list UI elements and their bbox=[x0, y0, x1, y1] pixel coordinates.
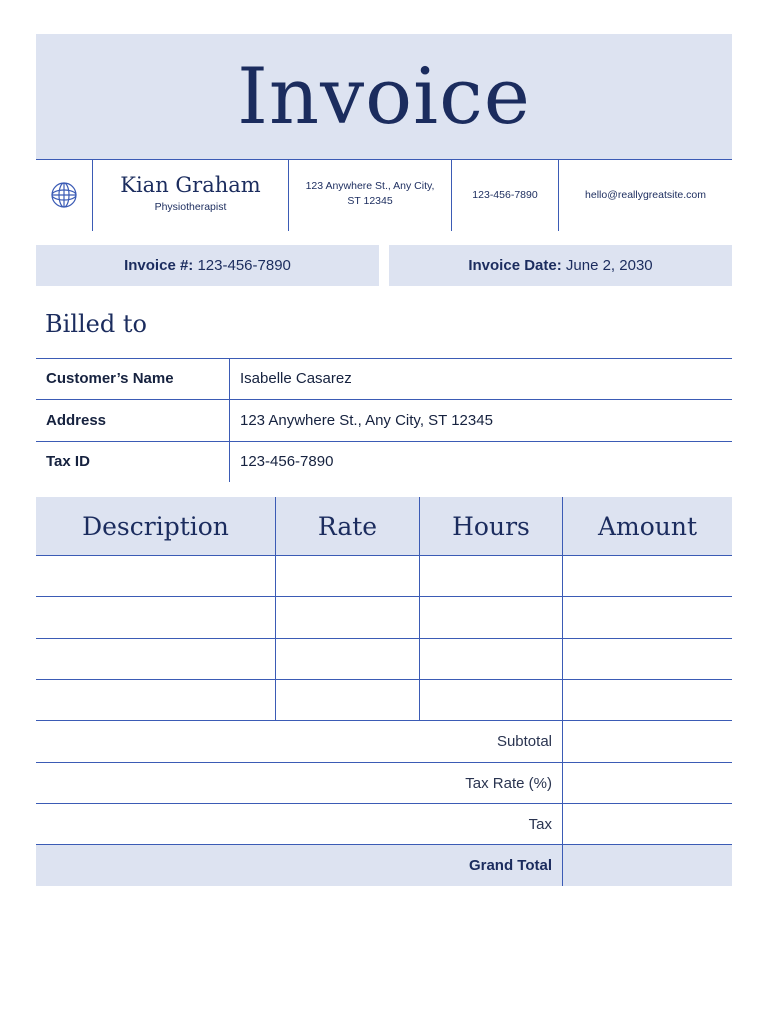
table-row bbox=[36, 556, 275, 596]
invoice-number-box bbox=[36, 245, 379, 286]
tax-id-label: Tax ID bbox=[46, 453, 90, 470]
contact-name-block bbox=[93, 159, 288, 231]
grand-total-value bbox=[563, 845, 732, 886]
grand-total-label: Grand Total bbox=[468, 857, 552, 874]
tax-label: Tax bbox=[528, 815, 552, 833]
column-header-description: Description bbox=[82, 511, 229, 541]
contact-address-line2: ST 12345 bbox=[347, 194, 393, 207]
contact-name: Kian Graham bbox=[120, 173, 261, 197]
customer-name-label: Customer’s Name bbox=[46, 370, 174, 387]
contact-phone: 123-456-7890 bbox=[472, 189, 538, 201]
logo-globe-icon bbox=[36, 159, 92, 231]
billed-to-heading: Billed to bbox=[45, 310, 147, 338]
invoice-title: Invoice bbox=[237, 51, 531, 142]
address-value: 123 Anywhere St., Any City, ST 12345 bbox=[240, 411, 493, 429]
invoice-number-value: 123-456-7890 bbox=[197, 257, 291, 274]
column-header-amount: Amount bbox=[597, 511, 698, 541]
tax-rate-value bbox=[563, 763, 732, 803]
table-row bbox=[36, 639, 275, 679]
contact-address-block bbox=[289, 159, 451, 231]
tax-rate-label: Tax Rate (%) bbox=[465, 774, 552, 792]
contact-email[interactable]: hello@reallygreatsite.com bbox=[585, 189, 706, 201]
invoice-date-value: June 2, 2030 bbox=[565, 257, 653, 274]
tax-value bbox=[563, 804, 732, 844]
customer-name-value: Isabelle Casarez bbox=[240, 370, 352, 387]
contact-address-line1: 123 Anywhere St., Any City, bbox=[305, 179, 435, 192]
subtotal-value bbox=[563, 721, 732, 762]
subtotal-label: Subtotal bbox=[496, 733, 552, 750]
address-label: Address bbox=[46, 411, 107, 429]
invoice-date-label: Invoice Date: bbox=[468, 257, 562, 274]
column-divider bbox=[275, 497, 276, 721]
globe-icon bbox=[49, 180, 79, 210]
column-header-rate: Rate bbox=[317, 511, 378, 541]
table-row bbox=[36, 597, 275, 638]
column-header-hours: Hours bbox=[452, 511, 530, 541]
invoice-number-label: Invoice #: bbox=[124, 257, 194, 274]
column-divider bbox=[419, 497, 420, 721]
contact-role: Physiotherapist bbox=[154, 201, 227, 213]
table-row bbox=[36, 680, 275, 720]
invoice-date-box bbox=[389, 245, 732, 286]
tax-id-value: 123-456-7890 bbox=[240, 453, 334, 470]
